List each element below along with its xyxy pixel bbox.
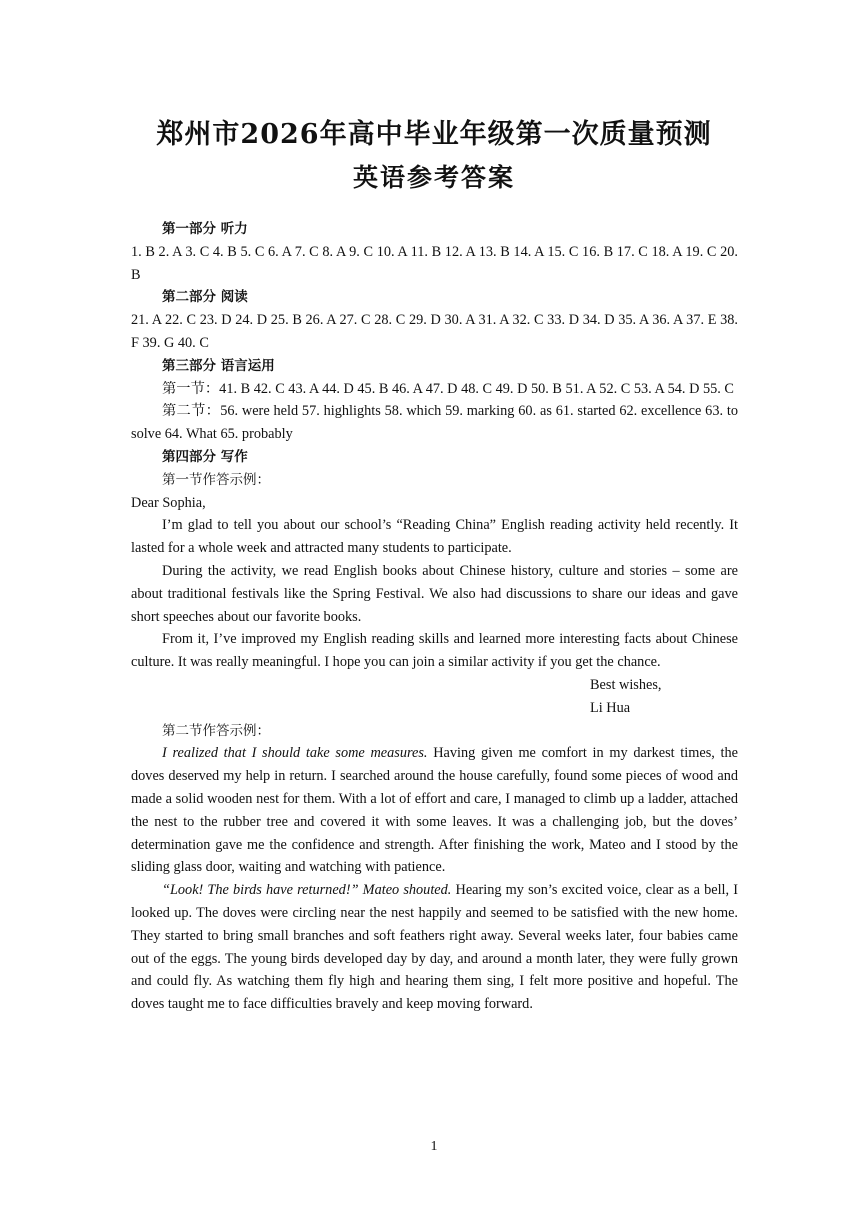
part3-heading: 第三部分 语言运用 xyxy=(162,357,275,374)
letter-paragraph: I’m glad to tell you about our school’s “Reading China” English reading activity held recently. It lasted for a whole week and attracted many students to participate. xyxy=(131,517,738,557)
story-paragraph xyxy=(131,879,738,1016)
sample1-label: 第一节作答示例： xyxy=(162,471,270,488)
story-paragraph xyxy=(131,742,738,879)
answer-content xyxy=(131,218,738,1016)
letter-paragraph: During the activity, we read English books about Chinese history, culture and stories – some are about traditional festivals like the Spring Festival. We also had discussions to share our ideas and gave short speeches about our favorite books. xyxy=(131,562,738,625)
page-number: 1 xyxy=(430,1139,438,1154)
story-lead-sentence: “Look! The birds have returned!” Mateo shouted. xyxy=(162,882,452,899)
letter-closing: Best wishes, xyxy=(590,676,662,693)
part2-answers: 21. A 22. C 23. D 24. D 25. B 26. A 27. C 28. C 29. D 30. A 31. A 32. C 33. D 34. D 35. A 36. A 37. E 38. F 39. G 40. C xyxy=(131,312,738,351)
part4-heading: 第四部分 写作 xyxy=(162,448,248,465)
letter-signature: Li Hua xyxy=(590,699,631,716)
part2-heading: 第二部分 阅读 xyxy=(162,289,248,306)
part3-section1-answers: 第一节：41. B 42. C 43. A 44. D 45. B 46. A 47. D 48. C 49. D 50. B 51. A 52. C 53. A 54. D 55. C xyxy=(162,380,734,397)
story-body: Having given me comfort in my darkest times, the doves deserved my help in return. I searched around the house carefully, found some pieces of wood and made a solid wooden nest for them. With a lot of effort and care, I managed to climb up a ladder, attached the nest to the rubber tree and covered it with some leaves. It was a challenging job, but the doves’ determination gave me the confidence and strength. After finishing the work, Mateo and I stood by the sliding glass door, waiting and watching with patience. xyxy=(131,745,739,876)
story-lead-sentence: I realized that I should take some measures. xyxy=(162,745,428,762)
part3-section2-answers: 第二节：56. were held 57. highlights 58. which 59. marking 60. as 61. started 62. excellence 63. to solve 64. What 65. probably xyxy=(131,403,738,443)
sample2-label: 第二节作答示例： xyxy=(162,722,270,739)
page-title: 郑州市2026年高中毕业年级第一次质量预测 xyxy=(156,119,712,150)
story-body: Hearing my son’s excited voice, clear as a bell, I looked up. The doves were circling near the nest happily and seemed to be satisfied with the new home. They started to bring small branches and soft feathers right away. Several weeks later, four babies came out of the eggs. The young birds developed day by day, and around a month later, they were fully grown and could fly. As watching them fly high and hearing them sing, I felt more positive and hopeful. The doves taught me to face difficulties bravely and keep moving forward. xyxy=(131,882,738,1013)
page-subtitle: 英语参考答案 xyxy=(352,163,515,192)
part1-answers: 1. B 2. A 3. C 4. B 5. C 6. A 7. C 8. A 9. C 10. A 11. B 12. A 13. B 14. A 15. C 16. B 17. C 18. A 19. C 20. B xyxy=(131,243,738,283)
part1-heading: 第一部分 听力 xyxy=(162,221,248,237)
letter-salutation: Dear Sophia, xyxy=(131,494,206,511)
letter-paragraph: From it, I’ve improved my English reading skills and learned more interesting facts about Chinese culture. It was really meaningful. I hope you can join a similar activity if you get the chance. xyxy=(131,631,738,671)
